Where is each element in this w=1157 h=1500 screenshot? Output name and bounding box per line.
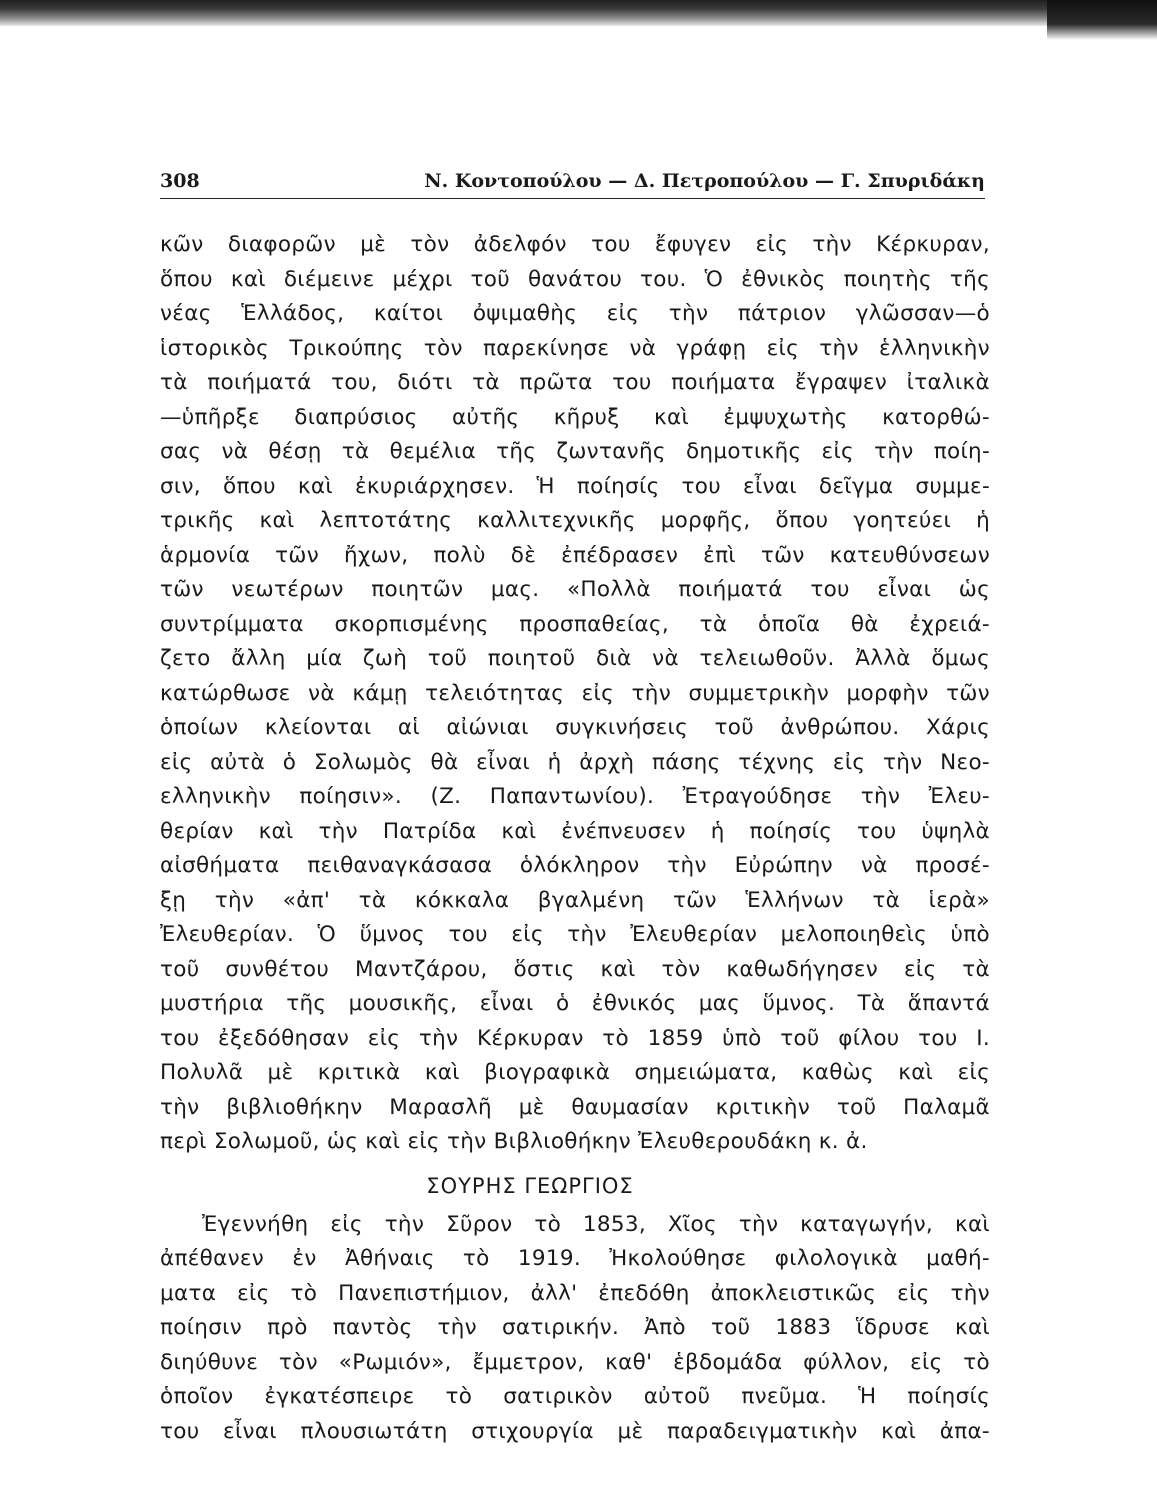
scan-corner-shadow [1047, 0, 1157, 40]
text-line: ματα εἰς τὸ Πανεπιστήμιον, ἀλλ' ἐπεδόθη ἀποκλειστικῶς εἰς τὴν [160, 1280, 990, 1306]
text-line: περὶ Σολωμοῦ, ὡς καὶ εἰς τὴν Βιβλιοθήκην Ἐλευθερουδάκη κ. ἀ. [160, 1129, 868, 1154]
text-line: τῶν νεωτέρων ποιητῶν μας. «Πολλὰ ποιήματά του εἶναι ὡς [160, 577, 990, 602]
section-heading-text: ΣΟΥΡΗΣ ΓΕΩΡΓΙΟΣ [426, 1173, 634, 1198]
text-line: του ἐξεδόθησαν εἰς τὴν Κέρκυραν τὸ 1859 ὑπὸ τοῦ φίλου του Ι. [160, 1025, 990, 1051]
text-line: σιν, ὅπου καὶ ἐκυριάρχησεν. Ἡ ποίησίς του εἶναι δεῖγμα συμμε- [160, 473, 990, 499]
text-line: ὅπου καὶ διέμεινε μέχρι τοῦ θανάτου του. Ὁ ἐθνικὸς ποιητὴς τῆς [160, 266, 990, 292]
text-line: αἰσθήματα πειθαναγκάσασα ὁλόκληρον τὴν Εὐρώπην νὰ προσέ- [160, 853, 990, 878]
text-line: συντρίμματα σκορπισμένης προσπαθείας, τὰ ὁποῖα θὰ ἐχρειά- [160, 611, 990, 637]
paragraph-souris-biography [160, 1208, 990, 1450]
body-text [160, 228, 990, 1449]
text-line: τρικῆς καὶ λεπτοτάτης καλλιτεχνικῆς μορφῆς, ὅπου γοητεύει ἡ [160, 508, 990, 533]
text-line: εἰς αὐτὰ ὁ Σολωμὸς θὰ εἶναι ἡ ἀρχὴ πάσης τέχνης εἰς τὴν Νεο- [160, 749, 990, 775]
page-number: 308 [160, 170, 200, 192]
text-line: ὁποῖον ἐγκατέσπειρε τὸ σατιρικὸν αὐτοῦ πνεῦμα. Ἡ ποίησίς [160, 1384, 990, 1409]
text-line: τὰ ποιήματά του, διότι τὰ πρῶτα του ποιήματα ἔγραψεν ἰταλικὰ [160, 370, 990, 395]
section-heading-souris [160, 1160, 990, 1202]
text-line: ελληνικὴν ποίησιν». (Ζ. Παπαντωνίου). Ἐτραγούδησε τὴν Ἐλευ- [160, 784, 990, 809]
text-line: ξῃ τὴν «ἀπ' τὰ κόκκαλα βγαλμένη τῶν Ἑλλήνων τὰ ἱερὰ» [160, 887, 990, 913]
text-line: ποίησιν πρὸ παντὸς τὴν σατιρικήν. Ἀπὸ τοῦ 1883 ἵδρυσε καὶ [160, 1315, 990, 1340]
page-header [160, 170, 985, 199]
text-line: μυστήρια τῆς μουσικῆς, εἶναι ὁ ἐθνικός μας ὕμνος. Τὰ ἅπαντά [160, 991, 990, 1016]
text-line: σας νὰ θέσῃ τὰ θεμέλια τῆς ζωντανῆς δημοτικῆς εἰς τὴν ποίη- [160, 439, 990, 464]
text-line: κῶν διαφορῶν μὲ τὸν ἀδελφόν του ἔφυγεν εἰς τὴν Κέρκυραν, [160, 232, 990, 257]
text-line: τὴν βιβλιοθήκην Μαρασλῆ μὲ θαυμασίαν κριτικὴν τοῦ Παλαμᾶ [160, 1094, 990, 1120]
text-line: ἁρμονία τῶν ἤχων, πολὺ δὲ ἐπέδρασεν ἐπὶ τῶν κατευθύνσεων [160, 542, 990, 568]
text-line: του εἶναι πλουσιωτάτη στιχουργία μὲ παραδειγματικὴν καὶ ἀπα- [160, 1418, 990, 1444]
text-line: ὁποίων κλείονται αἱ αἰώνιαι συγκινήσεις τοῦ ἀνθρώπου. Χάρις [160, 715, 990, 740]
text-line: Πολυλᾶ μὲ κριτικὰ καὶ βιογραφικὰ σημειώματα, καθὼς καὶ εἰς [160, 1060, 990, 1085]
text-line: νέας Ἑλλάδος, καίτοι ὀψιμαθὴς εἰς τὴν πάτριον γλῶσσαν—ὁ [160, 301, 990, 326]
text-line: τοῦ συνθέτου Μαντζάρου, ὅστις καὶ τὸν καθωδήγησεν εἰς τὰ [160, 956, 990, 982]
text-line: Ἐλευθερίαν. Ὁ ὕμνος του εἰς τὴν Ἐλευθερίαν μελοποιηθεὶς ὑπὸ [160, 922, 990, 947]
text-line: ἀπέθανεν ἐν Ἀθήναις τὸ 1919. Ἠκολούθησε φιλολογικὰ μαθή- [160, 1246, 990, 1271]
text-line: —ὑπῆρξε διαπρύσιος αὐτῆς κῆρυξ καὶ ἐμψυχωτὴς κατορθώ- [160, 404, 990, 430]
text-line: Ἐγεννήθη εἰς τὴν Σῦρον τὸ 1853, Χῖος τὴν καταγωγήν, καὶ [202, 1211, 990, 1237]
text-line: θερίαν καὶ τὴν Πατρίδα καὶ ἐνέπνευσεν ἡ ποίησίς του ὑψηλὰ [160, 818, 990, 844]
text-line: διηύθυνε τὸν «Ρωμιόν», ἔμμετρον, καθ' ἑβδομάδα φύλλον, εἰς τὸ [160, 1349, 990, 1375]
text-line: ζετο ἄλλη μία ζωὴ τοῦ ποιητοῦ διὰ νὰ τελειωθοῦν. Ἀλλὰ ὅμως [160, 646, 990, 671]
paragraph-solomos-continued [160, 228, 990, 1160]
text-line: ἱστορικὸς Τρικούπης τὸν παρεκίνησε νὰ γράφῃ εἰς τὴν ἑλληνικὴν [160, 335, 990, 361]
text-line: κατώρθωσε νὰ κάμῃ τελειότητας εἰς τὴν συμμετρικὴν μορφὴν τῶν [160, 680, 990, 706]
running-head-authors: Ν. Κοντοπούλου — Δ. Πετροπούλου — Γ. Σπυριδάκη [424, 170, 985, 192]
scan-edge-shadow [0, 0, 1157, 26]
